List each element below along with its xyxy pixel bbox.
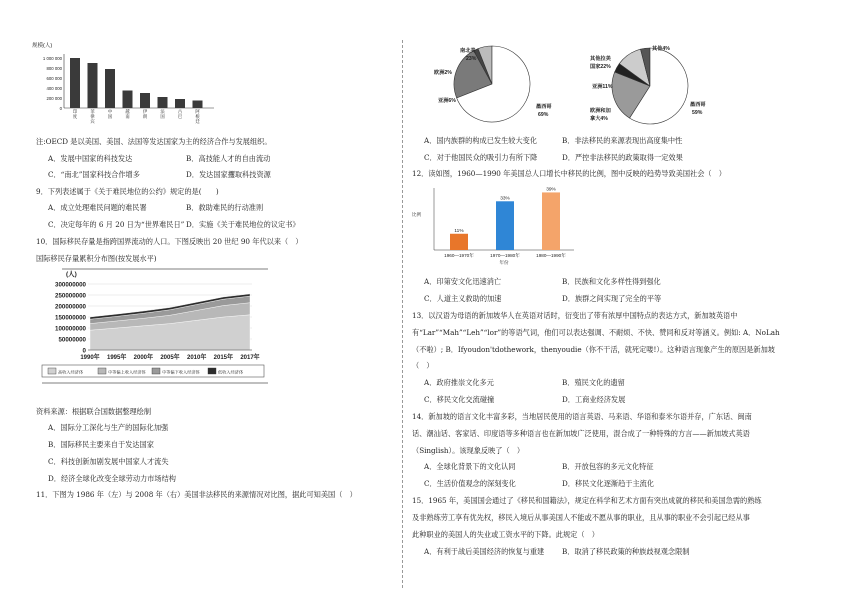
- q10-option-c: C．科技创新加剧发展中国家人才流失: [48, 457, 169, 466]
- pie-right-label-la-2: 国家22%: [590, 64, 611, 70]
- q12-option-c: C．人道主义救助的加速: [424, 294, 502, 303]
- top-chart-bar: [175, 99, 185, 108]
- area-chart-legend-swatch: [208, 368, 216, 374]
- immigration-bar-chart: [410, 180, 580, 266]
- q12-option-a: A．印第安文化迅速消亡: [424, 277, 502, 286]
- q12-option-d: D．族群之间实现了完全的平等: [562, 294, 662, 303]
- pie-left-label-mx-pct: 69%: [538, 112, 549, 118]
- bar-chart-value: 11%: [454, 228, 464, 234]
- q13-line-1: 13．以汉语为母语的新加坡华人在英语对话时，衍变出了带有浓厚中国特点的表达方式，新加坡英语中: [412, 311, 738, 320]
- area-chart-svg: [36, 266, 272, 402]
- top-chart-ylabel: 规模(人): [32, 43, 53, 49]
- top-chart-ytick: 1 000 000: [42, 56, 62, 61]
- top-chart-xtick: 古巴: [177, 109, 183, 119]
- q10-stem: 10．国际移民存量是指跨国界流动的人口。下图反映出 20 世纪 90 年代以来（ ）: [36, 237, 303, 246]
- top-bar-chart: [30, 40, 220, 126]
- top-chart-bar: [140, 93, 150, 108]
- bar-chart-ylabel: 比例: [412, 212, 421, 217]
- top-chart-bar: [193, 101, 203, 109]
- top-chart-bar: [70, 58, 80, 108]
- area-chart-title: 国际移民存量累积分布图(按发展水平): [36, 254, 157, 263]
- q14-option-d: D．移民文化逐渐趋于主流化: [562, 479, 655, 488]
- q9-option-a: A．成立处理难民问题的难民署: [48, 203, 147, 212]
- area-chart-legend-label: 高收入经济体: [58, 369, 84, 375]
- area-chart-legend-label: 中等偏下收入经济体: [162, 369, 200, 375]
- area-chart-legend-swatch: [48, 368, 56, 374]
- top-chart-xtick: 法国: [160, 109, 165, 119]
- top-chart-bar: [123, 91, 133, 109]
- q15-option-a: A．有利于战后美国经济的恢复与重建: [424, 547, 545, 556]
- top-chart-ytick: 400 000: [46, 86, 62, 91]
- bar-chart-xtick: 1970—1980年: [490, 253, 520, 258]
- q11-option-b: B．非法移民的来源表现出高度集中性: [562, 136, 683, 145]
- q10-option-b: B．国际移民主要来自于发达国家: [48, 440, 154, 449]
- q14-line-3: （Singlish）。该现象反映了（ ）: [412, 446, 525, 455]
- top-chart-xtick: 越南: [125, 109, 130, 119]
- top-chart-bar: [158, 97, 168, 108]
- q15-line-2: 及非熟练劳工享有优先权，移民入境后从事美国人不能或不愿从事的职业，且从事的职业不会引起已经从事: [412, 513, 750, 522]
- bar-chart-xtick: 1960—1970年: [444, 253, 474, 258]
- bar-chart-xlabel: 年份: [499, 260, 509, 265]
- q8-option-c: C．“南北”国家科技合作增多: [48, 170, 140, 179]
- q8-option-d: D．发达国家攫取科技资源: [186, 170, 271, 179]
- q9-option-b: B．救助难民的行动准则: [186, 203, 264, 212]
- pie-left-label-na-pct: 23%: [466, 56, 477, 62]
- pie-right-label-eu: 欧洲和加: [590, 108, 611, 114]
- area-chart: [36, 266, 272, 402]
- source-note: 资料来源：根据联合国数据整理绘制: [36, 407, 152, 416]
- top-chart-xtick: 中国: [107, 109, 113, 119]
- q14-option-a: A．全球化背景下的文化认同: [424, 462, 516, 471]
- q13-line-2: 有“Lar”“Mah”“Leh”“lor”的等语气词，他们可以表达强调、不耐烦、不快、赞同和反对等涵义。例如: A．NoLah: [412, 328, 780, 337]
- bar-chart-value: 39%: [546, 187, 556, 193]
- pie-right-label-mx-pct: 59%: [692, 110, 703, 116]
- area-chart-legend-swatch: [152, 368, 160, 374]
- q13-option-a: A．政府推崇文化多元: [424, 378, 494, 387]
- q10-option-d: D．经济全球化改变全球劳动力市场结构: [48, 474, 176, 483]
- pie-right-label-other: 其他4%: [652, 46, 670, 52]
- area-chart-xtick: 1990年: [80, 355, 100, 361]
- pie-right-label-la: 其他拉美: [590, 56, 611, 62]
- pie-left-label-mx: 墨西哥: [536, 104, 552, 110]
- q13-line-4: （ ）: [412, 361, 434, 370]
- area-chart-xtick: 2005年: [160, 355, 180, 361]
- area-chart-xtick: 2017年: [240, 355, 260, 361]
- q9-option-c: C．决定每年的 6 月 20 日为“世界难民日”: [48, 220, 185, 229]
- area-chart-xtick: 2015年: [213, 355, 234, 361]
- top-chart-ytick: 0: [59, 106, 62, 111]
- q13-option-d: D．工商业经济发展: [562, 395, 626, 404]
- area-chart-ytick: 250000000: [55, 292, 86, 300]
- pie-left-label-eu: 欧洲2%: [434, 70, 452, 76]
- q10-option-a: A．国际分工深化与生产的国际化加强: [48, 423, 169, 432]
- pie-charts: [420, 40, 720, 130]
- pie-left-label-asia: 亚洲6%: [438, 98, 456, 104]
- top-chart-xtick: 印度: [72, 109, 78, 119]
- q12-stem: 12．读如图，1960—1990 年美国总人口增长中移民的比例，图中反映的趋势导致美国社会（ ）: [412, 169, 726, 178]
- area-chart-xtick: 2010年: [186, 355, 207, 361]
- pie-left-label-na: 南北美: [460, 48, 476, 54]
- q14-option-b: B．开放包容的多元文化特征: [562, 462, 654, 471]
- q9-option-d: D．实施《关于难民地位的议定书》: [186, 220, 300, 229]
- area-chart-legend-label: 低收入经济体: [218, 369, 244, 375]
- q13-line-3: （不啦）; B．Ifyoudon'tdothework，thenyoudie（你不干活，就死定喽!）。这种语言现象产生的原因是新加坡: [412, 345, 775, 354]
- area-chart-ytick: 100000000: [55, 325, 86, 333]
- q11-option-c: C．对于他国民众的吸引力有所下降: [424, 153, 538, 162]
- area-chart-ytick: 200000000: [55, 303, 86, 311]
- top-chart-ytick: 200 000: [46, 96, 62, 101]
- q11-option-a: A．国内族群的构成已发生较大变化: [424, 136, 538, 145]
- top-chart-bar: [105, 69, 115, 108]
- q14-line-2: 话、潮汕话、客家话、印度语等多种语言也在新加坡广泛使用，混合成了一种特殊的方言——新加坡式英语: [412, 429, 750, 438]
- column-divider: [402, 40, 403, 588]
- top-bar-chart-svg: [30, 40, 220, 126]
- q15-line-1: 15．1965 年，美国国会通过了《移民和国籍法》，规定在科学和艺术方面有突出成就的移民和美国急需的熟练: [412, 496, 762, 505]
- top-chart-xtick: 菲律宾: [90, 109, 95, 124]
- area-chart-legend-swatch: [98, 368, 106, 374]
- area-chart-ytick: 0: [82, 347, 86, 355]
- q13-option-b: B．殖民文化的遗留: [562, 378, 625, 387]
- immigration-bar-chart-svg: [410, 180, 580, 266]
- pie-right-label-mx: 墨西哥: [690, 102, 706, 108]
- bar-chart-bar: [542, 192, 560, 250]
- q8-option-b: B．高技能人才的自由流动: [186, 154, 271, 163]
- top-chart-ytick: 800 000: [46, 66, 62, 71]
- q8-option-a: A．发展中国家的科技发达: [48, 154, 133, 163]
- bar-chart-xtick: 1980—1990年: [536, 253, 566, 258]
- area-chart-xtick: 2000年: [133, 355, 154, 361]
- area-chart-ytick: 150000000: [55, 314, 86, 322]
- q12-option-b: B．民族和文化多样性得到强化: [562, 277, 661, 286]
- bar-chart-bar: [450, 234, 468, 250]
- q15-option-b: B．取消了移民政策的种族歧视观念限制: [562, 547, 690, 556]
- bar-chart-value: 33%: [500, 196, 510, 202]
- pie-right-label-eu-2: 拿大4%: [590, 116, 608, 122]
- pie-right-label-asia: 亚洲11%: [592, 84, 613, 90]
- area-chart-xtick: 1995年: [106, 355, 127, 361]
- q9-stem: 9．下列表述属于《关于难民地位的公约》规定的是( ): [36, 187, 219, 196]
- q11-option-d: D．严控非法移民的政策取得一定效果: [562, 153, 683, 162]
- area-chart-ylabel: (人): [66, 271, 77, 278]
- pie-charts-svg: [420, 40, 720, 130]
- area-chart-legend-label: 中等偏上收入经济体: [108, 369, 146, 375]
- area-chart-ytick: 50000000: [58, 336, 86, 344]
- q11-stem: 11．下图为 1986 年（左）与 2008 年（右）美国非法移民的来源情况对比图，据此可知美国（ ）: [36, 490, 357, 499]
- top-chart-xtick: 阿根廷: [195, 109, 200, 124]
- top-chart-ytick: 600 000: [46, 76, 62, 81]
- oecd-note: 注:OECD 是以美国、美国、法国等发达国家为主的经济合作与发展组织。: [36, 137, 272, 146]
- bar-chart-bar: [496, 201, 514, 250]
- q13-option-c: C．移民文化交流碰撞: [424, 395, 495, 404]
- top-chart-xtick: 伊朗: [142, 109, 148, 119]
- area-chart-ytick: 300000000: [55, 281, 86, 289]
- q14-option-c: C．生活价值观念的深刻变化: [424, 479, 516, 488]
- q14-line-1: 14．新加坡的语言文化丰富多彩，当地居民使用的语言英语、马来语、华语和泰米尔语并存，广东话、闽南: [412, 412, 752, 421]
- top-chart-bar: [88, 63, 98, 108]
- q15-line-3: 此种职业的美国人的失业或工资水平的下降。此规定（ ）: [412, 530, 599, 539]
